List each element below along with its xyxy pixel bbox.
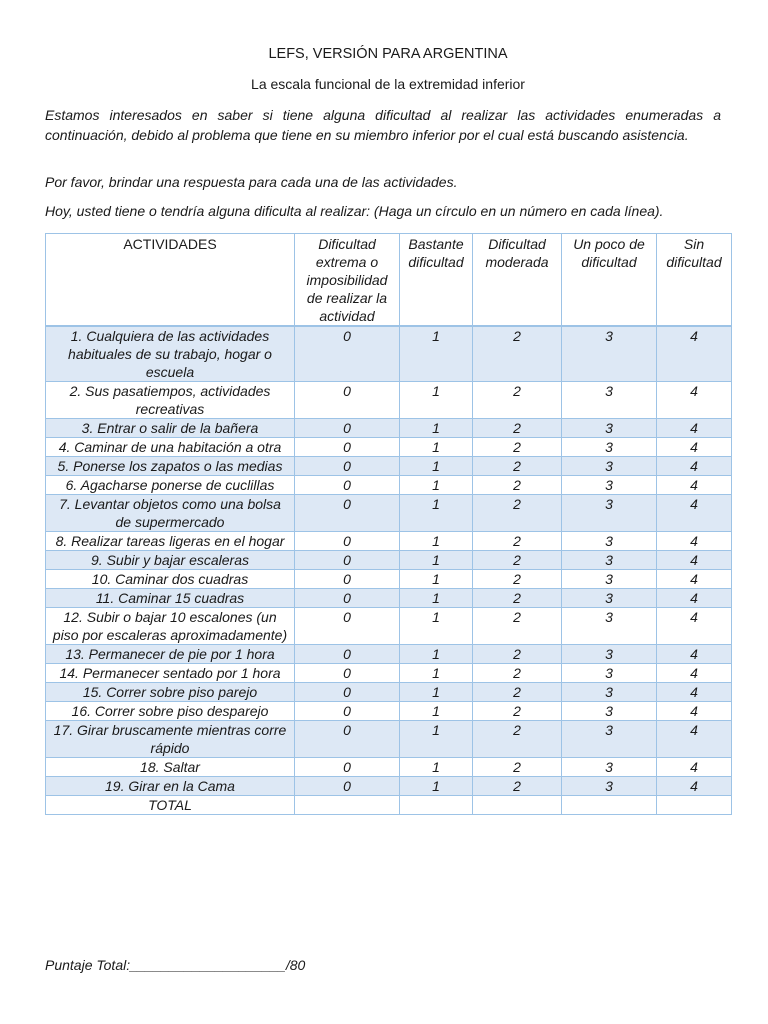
table-row (46, 419, 732, 438)
score-option-3[interactable]: 3 (562, 758, 657, 777)
total-cell[interactable] (400, 796, 473, 815)
table-header-row (46, 234, 732, 327)
score-option-1[interactable]: 1 (400, 326, 473, 382)
activity-cell: 19. Girar en la Cama (46, 777, 295, 796)
score-option-1[interactable]: 1 (400, 608, 473, 645)
score-option-1[interactable]: 1 (400, 476, 473, 495)
score-option-3[interactable]: 3 (562, 551, 657, 570)
score-option-3[interactable]: 3 (562, 702, 657, 721)
score-option-3[interactable]: 3 (562, 532, 657, 551)
activity-cell: 7. Levantar objetos como una bolsa de supermercado (46, 495, 295, 532)
activity-cell: 16. Correr sobre piso desparejo (46, 702, 295, 721)
table-row (46, 589, 732, 608)
total-cell[interactable] (473, 796, 562, 815)
score-option-2[interactable]: 2 (473, 438, 562, 457)
table-body (46, 326, 732, 815)
score-option-2[interactable]: 2 (473, 551, 562, 570)
table-row (46, 326, 732, 382)
score-option-1[interactable]: 1 (400, 664, 473, 683)
table-row (46, 777, 732, 796)
score-option-4[interactable]: 4 (657, 419, 732, 438)
table-row (46, 570, 732, 589)
activity-cell: 9. Subir y bajar escaleras (46, 551, 295, 570)
score-option-0[interactable]: 0 (295, 419, 400, 438)
header-dificultad-moderada: Dificultad moderada (473, 234, 562, 327)
activity-cell: 8. Realizar tareas ligeras en el hogar (46, 532, 295, 551)
score-option-0[interactable]: 0 (295, 382, 400, 419)
score-option-1[interactable]: 1 (400, 570, 473, 589)
score-option-3[interactable]: 3 (562, 589, 657, 608)
score-option-3[interactable]: 3 (562, 683, 657, 702)
score-option-3[interactable]: 3 (562, 645, 657, 664)
score-option-3[interactable]: 3 (562, 476, 657, 495)
score-option-0[interactable]: 0 (295, 758, 400, 777)
score-option-4[interactable]: 4 (657, 532, 732, 551)
score-option-1[interactable]: 1 (400, 645, 473, 664)
score-option-0[interactable]: 0 (295, 570, 400, 589)
instruction-line-1: Por favor, brindar una respuesta para cada una de las actividades. (45, 174, 458, 190)
score-option-0[interactable]: 0 (295, 438, 400, 457)
score-option-0[interactable]: 0 (295, 721, 400, 758)
score-option-2[interactable]: 2 (473, 664, 562, 683)
score-option-1[interactable]: 1 (400, 495, 473, 532)
score-option-3[interactable]: 3 (562, 664, 657, 683)
score-option-2[interactable]: 2 (473, 683, 562, 702)
total-score-line (45, 957, 305, 973)
total-score-blank[interactable]: ____________________ (130, 957, 286, 973)
score-option-2[interactable]: 2 (473, 608, 562, 645)
score-option-1[interactable]: 1 (400, 721, 473, 758)
score-option-1[interactable]: 1 (400, 758, 473, 777)
score-option-4[interactable]: 4 (657, 645, 732, 664)
intro-paragraph: Estamos interesados en saber si tiene alguna dificultad al realizar las actividades enumeradas a continuación, debido al problema que tiene en su miembro inferior por el cual está buscando asistencia. (45, 107, 721, 143)
score-option-3[interactable]: 3 (562, 570, 657, 589)
score-option-0[interactable]: 0 (295, 683, 400, 702)
header-bastante-dificultad: Bastante dificultad (400, 234, 473, 327)
score-option-1[interactable]: 1 (400, 777, 473, 796)
score-option-0[interactable]: 0 (295, 457, 400, 476)
score-option-4[interactable]: 4 (657, 438, 732, 457)
activity-cell: 2. Sus pasatiempos, actividades recreativas (46, 382, 295, 419)
activity-cell: 4. Caminar de una habitación a otra (46, 438, 295, 457)
document-title: LEFS, VERSIÓN PARA ARGENTINA (268, 46, 508, 62)
header-un-poco-dificultad: Un poco de dificultad (562, 234, 657, 327)
score-option-2[interactable]: 2 (473, 758, 562, 777)
score-option-3[interactable]: 3 (562, 457, 657, 476)
score-option-1[interactable]: 1 (400, 382, 473, 419)
score-option-4[interactable]: 4 (657, 495, 732, 532)
score-option-1[interactable]: 1 (400, 551, 473, 570)
score-option-3[interactable]: 3 (562, 777, 657, 796)
total-row (46, 796, 732, 815)
activity-cell: 13. Permanecer de pie por 1 hora (46, 645, 295, 664)
table-row (46, 532, 732, 551)
score-option-4[interactable]: 4 (657, 326, 732, 382)
score-option-4[interactable]: 4 (657, 702, 732, 721)
score-option-1[interactable]: 1 (400, 683, 473, 702)
score-option-0[interactable]: 0 (295, 326, 400, 382)
score-option-2[interactable]: 2 (473, 326, 562, 382)
activity-cell: 18. Saltar (46, 758, 295, 777)
score-option-2[interactable]: 2 (473, 532, 562, 551)
table-row (46, 608, 732, 645)
score-option-3[interactable]: 3 (562, 608, 657, 645)
score-option-2[interactable]: 2 (473, 777, 562, 796)
table-row (46, 758, 732, 777)
score-option-3[interactable]: 3 (562, 382, 657, 419)
score-option-1[interactable]: 1 (400, 532, 473, 551)
score-option-2[interactable]: 2 (473, 570, 562, 589)
score-option-4[interactable]: 4 (657, 382, 732, 419)
total-cell[interactable] (657, 796, 732, 815)
score-option-2[interactable]: 2 (473, 457, 562, 476)
activity-cell: 12. Subir o bajar 10 escalones (un piso por escaleras aproximadamente) (46, 608, 295, 645)
score-option-4[interactable]: 4 (657, 476, 732, 495)
score-option-4[interactable]: 4 (657, 683, 732, 702)
lefs-table (45, 233, 732, 815)
table-row (46, 476, 732, 495)
score-option-2[interactable]: 2 (473, 645, 562, 664)
score-option-0[interactable]: 0 (295, 664, 400, 683)
score-option-4[interactable]: 4 (657, 664, 732, 683)
activity-cell: 15. Correr sobre piso parejo (46, 683, 295, 702)
score-option-0[interactable]: 0 (295, 702, 400, 721)
score-option-0[interactable]: 0 (295, 495, 400, 532)
score-option-1[interactable]: 1 (400, 457, 473, 476)
score-option-4[interactable]: 4 (657, 589, 732, 608)
instruction-line-2: Hoy, usted tiene o tendría alguna dificulta al realizar: (Haga un círculo en un número en cada línea). (45, 203, 664, 219)
score-option-4[interactable]: 4 (657, 758, 732, 777)
score-option-0[interactable]: 0 (295, 476, 400, 495)
score-option-2[interactable]: 2 (473, 495, 562, 532)
header-sin-dificultad: Sin dificultad (657, 234, 732, 327)
score-option-2[interactable]: 2 (473, 589, 562, 608)
activity-cell: 17. Girar bruscamente mientras corre rápido (46, 721, 295, 758)
score-option-0[interactable]: 0 (295, 608, 400, 645)
score-option-2[interactable]: 2 (473, 476, 562, 495)
table-row (46, 645, 732, 664)
table-row (46, 702, 732, 721)
score-option-0[interactable]: 0 (295, 551, 400, 570)
total-score-max: /80 (285, 957, 306, 973)
total-label: TOTAL (46, 796, 295, 815)
score-option-2[interactable]: 2 (473, 721, 562, 758)
score-option-2[interactable]: 2 (473, 419, 562, 438)
table-row (46, 457, 732, 476)
total-cell[interactable] (562, 796, 657, 815)
header-actividades: ACTIVIDADES (46, 234, 295, 327)
score-option-1[interactable]: 1 (400, 419, 473, 438)
document-subtitle: La escala funcional de la extremidad inferior (251, 76, 525, 92)
activity-cell: 6. Agacharse ponerse de cuclillas (46, 476, 295, 495)
score-option-4[interactable]: 4 (657, 608, 732, 645)
table-row (46, 721, 732, 758)
header-dificultad-extrema: Dificultad extrema o imposibilidad de realizar la actividad (295, 234, 400, 327)
total-cell[interactable] (295, 796, 400, 815)
score-option-0[interactable]: 0 (295, 589, 400, 608)
activity-cell: 1. Cualquiera de las actividades habituales de su trabajo, hogar o escuela (46, 326, 295, 382)
score-option-4[interactable]: 4 (657, 551, 732, 570)
score-option-4[interactable]: 4 (657, 570, 732, 589)
table-row (46, 683, 732, 702)
table-row (46, 551, 732, 570)
score-option-3[interactable]: 3 (562, 495, 657, 532)
activity-cell: 11. Caminar 15 cuadras (46, 589, 295, 608)
score-option-3[interactable]: 3 (562, 326, 657, 382)
table-row (46, 382, 732, 419)
score-option-4[interactable]: 4 (657, 777, 732, 796)
score-option-1[interactable]: 1 (400, 702, 473, 721)
score-option-4[interactable]: 4 (657, 457, 732, 476)
score-option-0[interactable]: 0 (295, 777, 400, 796)
activity-cell: 10. Caminar dos cuadras (46, 570, 295, 589)
score-option-3[interactable]: 3 (562, 419, 657, 438)
score-option-1[interactable]: 1 (400, 438, 473, 457)
score-option-2[interactable]: 2 (473, 382, 562, 419)
score-option-0[interactable]: 0 (295, 532, 400, 551)
score-option-0[interactable]: 0 (295, 645, 400, 664)
total-score-label: Puntaje Total: (45, 957, 131, 973)
table-row (46, 438, 732, 457)
score-option-3[interactable]: 3 (562, 721, 657, 758)
score-option-4[interactable]: 4 (657, 721, 732, 758)
score-option-1[interactable]: 1 (400, 589, 473, 608)
activity-cell: 14. Permanecer sentado por 1 hora (46, 664, 295, 683)
score-option-3[interactable]: 3 (562, 438, 657, 457)
activity-cell: 5. Ponerse los zapatos o las medias (46, 457, 295, 476)
table-row (46, 664, 732, 683)
score-option-2[interactable]: 2 (473, 702, 562, 721)
table-row (46, 495, 732, 532)
activity-cell: 3. Entrar o salir de la bañera (46, 419, 295, 438)
